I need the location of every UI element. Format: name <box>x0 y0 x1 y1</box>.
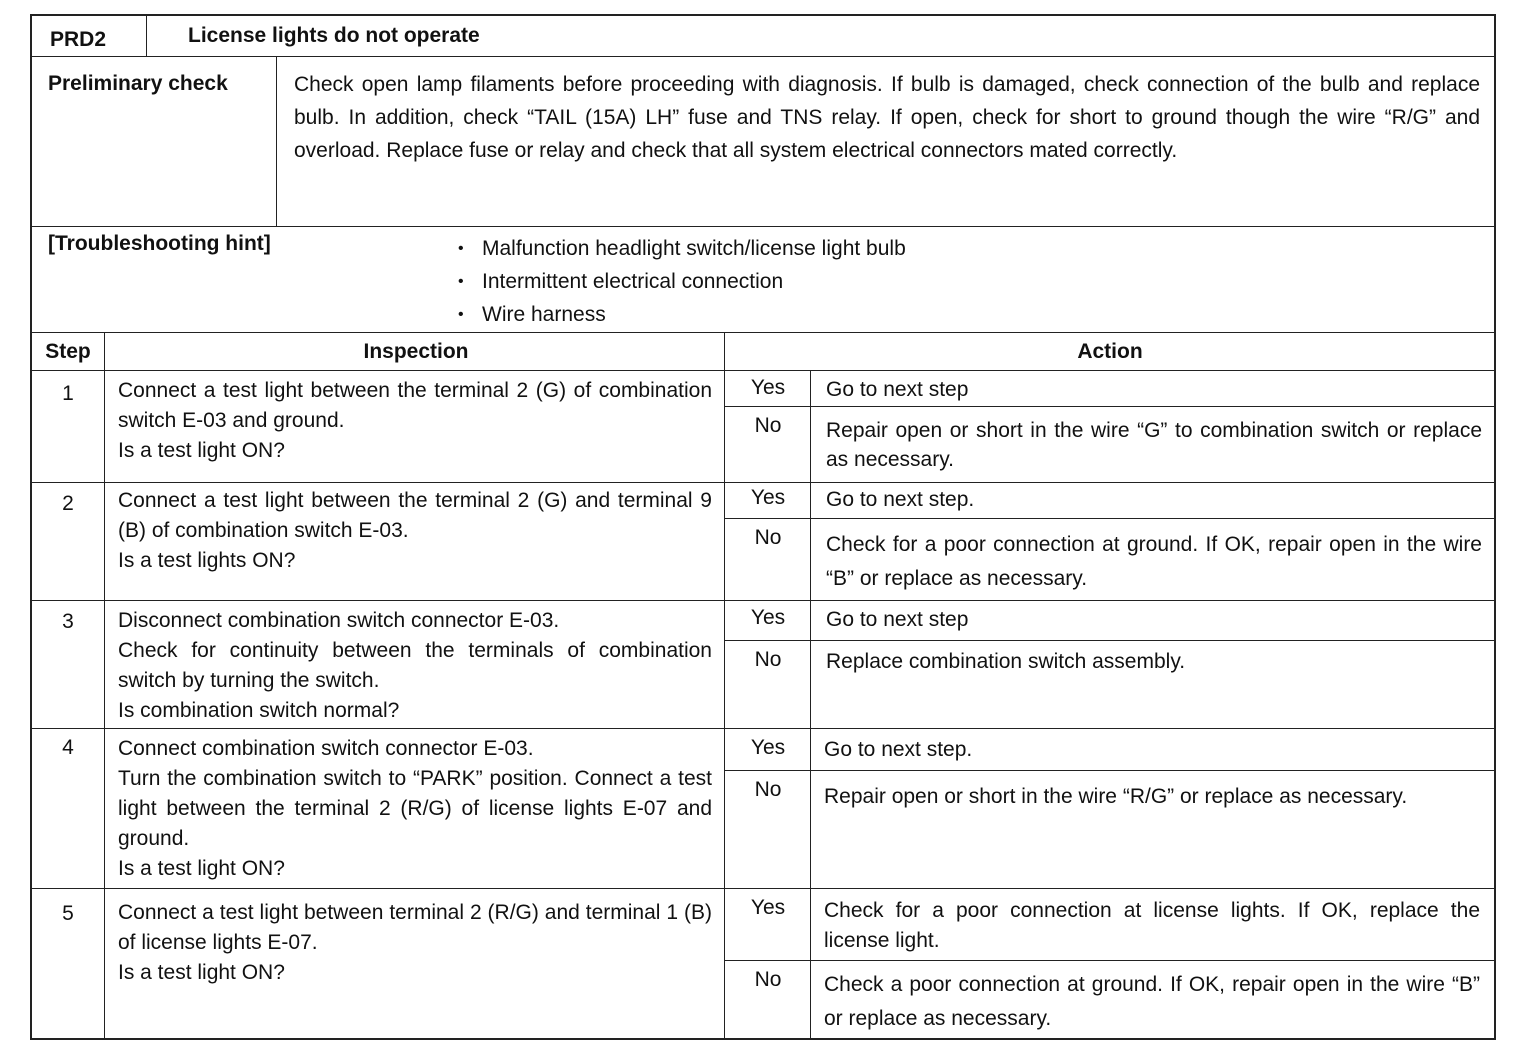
hints-list <box>454 232 906 331</box>
step-number: 3 <box>62 610 74 633</box>
troubleshooting-table <box>30 14 1496 1040</box>
row-divider <box>32 888 1494 889</box>
preliminary-bottom-line <box>32 226 1494 227</box>
step-number: 4 <box>62 736 74 759</box>
header-bottom-line <box>32 56 1494 57</box>
yes-label: Yes <box>750 736 786 759</box>
step-number: 2 <box>62 492 74 515</box>
prd-code: PRD2 <box>50 28 107 51</box>
yes-label: Yes <box>750 376 786 399</box>
preliminary-label: Preliminary check <box>48 72 228 95</box>
yes-no-divider <box>724 518 1494 519</box>
column-header-bottom-line <box>32 370 1494 371</box>
inspection-text: Connect combination switch connector E-03. Turn the combination switch to “PARK” position. Connect a test light between the terminal 2 (R/G) of license lights E-07 and ground. Is a test light ON? <box>118 737 712 880</box>
preliminary-divider <box>276 56 277 226</box>
yes-label: Yes <box>750 486 786 509</box>
column-header-action: Action <box>1077 340 1143 363</box>
yesno-column-line <box>810 370 811 1040</box>
preliminary-text: Check open lamp filaments before proceeding with diagnosis. If bulb is damaged, check connection of the bulb and replace bulb. In addition, check “TAIL (15A) LH” fuse and TNS relay. If open, check for short to ground though the wire “R/G” and overload. Replace fuse or relay and check that all system electrical connectors mated correctly. <box>294 73 1480 162</box>
yes-action: Go to next step. <box>826 488 975 511</box>
column-header-inspection: Inspection <box>363 340 469 363</box>
inspection-text: Connect a test light between terminal 2 (R/G) and terminal 1 (B) of license lights E-07. Is a test light ON? <box>118 901 712 984</box>
yes-no-divider <box>724 406 1494 407</box>
hints-bottom-line <box>32 332 1494 333</box>
yes-label: Yes <box>750 606 786 629</box>
row-divider <box>32 728 1494 729</box>
no-label: No <box>754 648 782 671</box>
no-label: No <box>754 526 782 549</box>
yes-label: Yes <box>750 896 786 919</box>
list-item: • Intermittent electrical connection <box>454 265 906 298</box>
yes-no-divider <box>724 770 1494 771</box>
yes-no-divider <box>724 960 1494 961</box>
hints-label: [Troubleshooting hint] <box>48 232 271 255</box>
header-divider <box>146 16 147 56</box>
step-number: 5 <box>62 902 74 925</box>
inspection-text: Connect a test light between the terminal 2 (G) of combination switch E-03 and ground. Is a test light ON? <box>118 379 712 462</box>
no-label: No <box>754 778 782 801</box>
yes-action: Go to next step <box>826 608 969 631</box>
step-column-line <box>104 332 105 1040</box>
yes-action: Go to next step. <box>824 738 973 761</box>
inspection-text: Connect a test light between the terminal 2 (G) and terminal 9 (B) of combination switch E-03. Is a test lights ON? <box>118 489 712 572</box>
list-item: • Malfunction headlight switch/license light bulb <box>454 232 906 265</box>
yes-no-divider <box>724 640 1494 641</box>
row-divider <box>32 600 1494 601</box>
no-action: Repair open or short in the wire “R/G” or replace as necessary. <box>824 785 1408 808</box>
step-number: 1 <box>62 382 74 405</box>
yes-action: Go to next step <box>826 378 969 401</box>
no-label: No <box>754 414 782 437</box>
no-action: Replace combination switch assembly. <box>826 650 1186 673</box>
no-label: No <box>754 968 782 991</box>
row-divider <box>32 482 1494 483</box>
yes-action: Check for a poor connection at license lights. If OK, replace the license light. <box>824 899 1480 952</box>
list-item: • Wire harness <box>454 298 906 331</box>
inspection-column-line <box>724 332 725 1040</box>
no-action: Check for a poor connection at ground. If OK, repair open in the wire “B” or replace as necessary. <box>826 533 1482 590</box>
column-header-step: Step <box>45 340 91 363</box>
no-action: Repair open or short in the wire “G” to combination switch or replace as necessary. <box>826 419 1482 471</box>
no-action: Check a poor connection at ground. If OK, repair open in the wire “B” or replace as necessary. <box>824 973 1480 1030</box>
page-title: License lights do not operate <box>188 24 480 47</box>
inspection-text: Disconnect combination switch connector E-03. Check for continuity between the terminals of combination switch by turning the switch. Is combination switch normal? <box>118 609 712 722</box>
